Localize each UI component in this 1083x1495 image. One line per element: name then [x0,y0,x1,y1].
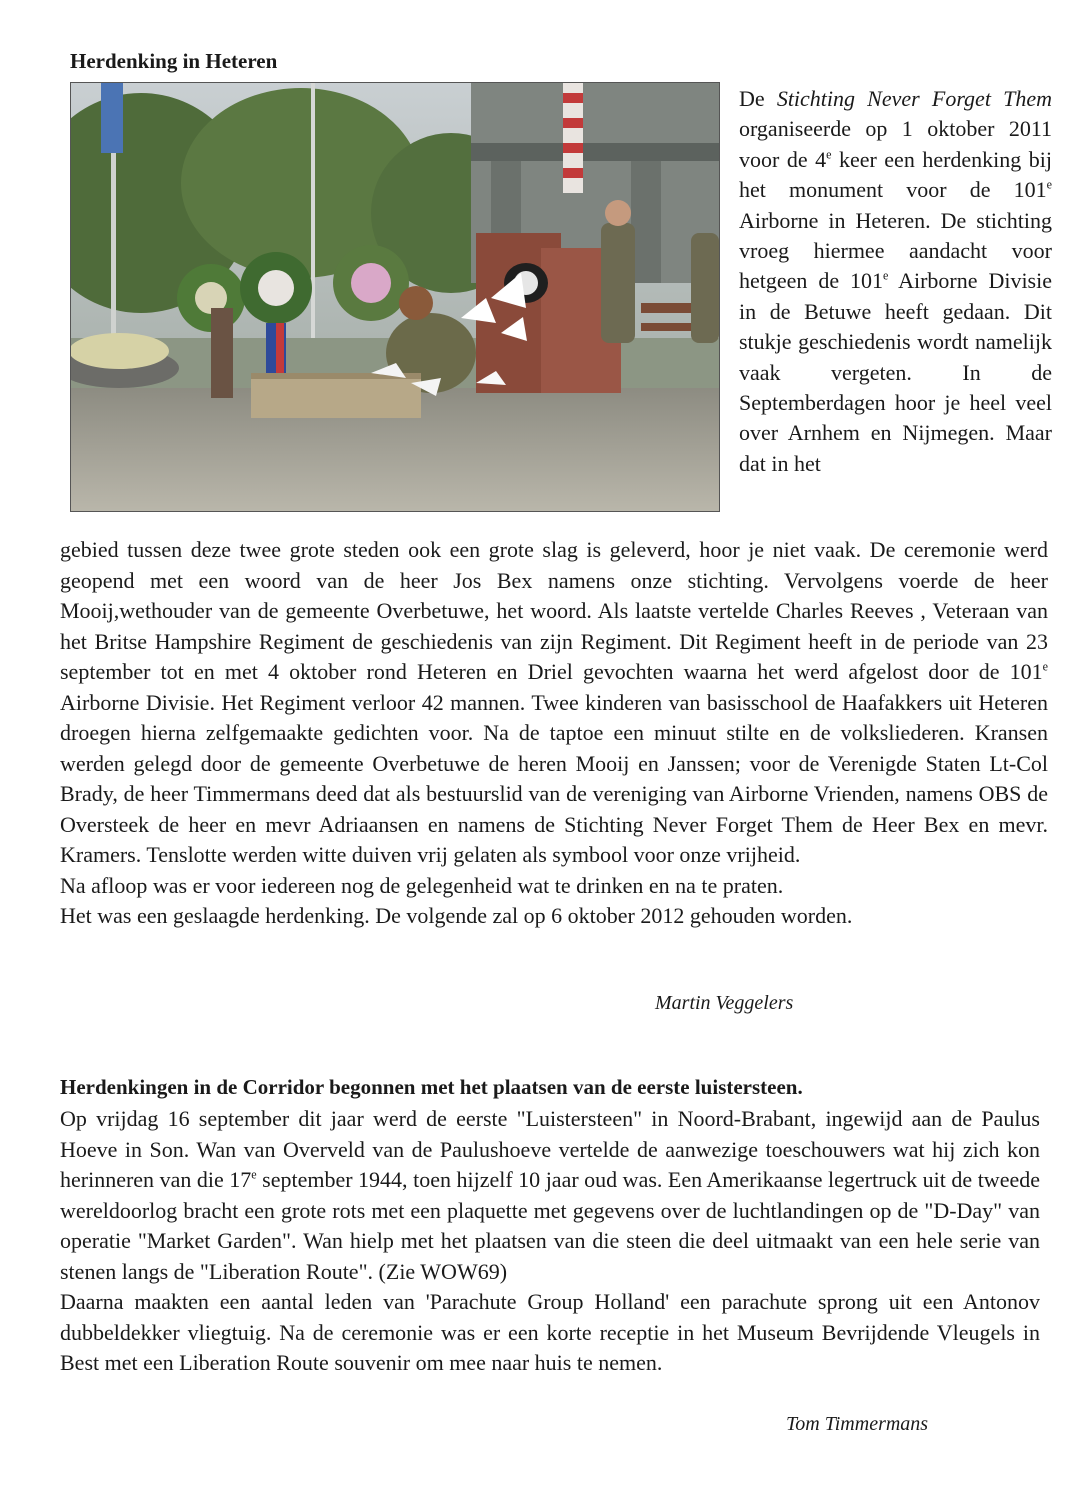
superscript: e [826,147,832,162]
body-text-part: Airborne Divisie. Het Regiment verloor 42 mannen. Twee kinderen van basisschool de Haafakkers uit Heteren droegen hierna zelfgemaakte gedichten voor. Na de taptoe een minuut stilte en de volksliederen. Kransen werden gelegd door de gemeente Overbetuwe de heren Mooij en Janssen; voor de Verenigde Staten Lt-Col Brady, de heer Timmermans deed dat als bestuurslid van de vereniging van Airborne Vrienden, namens OBS de Oversteek de heer en mevr Adriaansen en namens de Stichting Never Forget Them de Heer Bex en mevr. Kramers. Tenslotte werden witte duiven vrij gelaten als symbool voor onze vrijheid. [60,689,1048,867]
ceremony-photo-illustration [71,83,719,511]
side-text-part: organiseerde op 1 oktober 2011 voor de 4 [739,116,1052,172]
superscript: e [883,269,889,284]
side-text-part: Airborne in Heteren. De stichting vroeg hiermee aandacht voor hetgeen de 101 [739,207,1052,294]
body-text-part: gebied tussen deze twee grote steden ook een grote slag is geleverd, hoor je niet vaak. De ceremonie werd geopend met een woord van de heer Jos Bex namens onze stichting. Vervolgens voerde de heer Mooij,wethouder van de gemeente Overbetuwe, het woord. Als laatste vertelde Charles Reeves , Veteraan van het Britse Hampshire Regiment de geschiedenis van zijn Regiment. Dit Regiment heeft in de periode van 23 september tot en met 4 oktober rond Heteren en Driel gevochten waarna het werd afgelost door de 101 [60,537,1048,684]
body-text-part: Op vrijdag 16 september dit jaar werd de eerste "Luistersteen" in Noord-Brabant, ingewijd aan de Paulus Hoeve in Son. Wan van Overveld van de Paulushoeve vertelde de aanwezige toeschouwers wat hij zich kon herinneren van die 17 [60,1106,1040,1192]
body-text-line: Na afloop was er voor iedereen nog de gelegenheid wat te drinken en na te praten. [60,872,784,898]
ceremony-photo [70,82,720,512]
article1-heading: Herdenking in Heteren [70,49,278,73]
article1-body [60,535,1048,932]
body-text-part: september 1944, toen hijzelf 10 jaar oud was. Een Amerikaanse legertruck uit de tweede wereldoorlog bracht een grote rots met een plaquette met gegevens over de luchtlandingen op de "D-Day" van operatie "Market Garden". Wan hielp met het plaatsen van die steen die deel uitmaakt van een hele serie van stenen langs de "Liberation Route". (Zie WOW69) [60,1167,1040,1284]
foundation-name: Stichting Never Forget Them [776,86,1052,111]
body-text-line: Daarna maakten een aantal leden van 'Parachute Group Holland' een parachute sprong uit een Antonov dubbeldekker vliegtuig. Na de ceremonie was er een korte receptie in het Museum Bevrijdende Vleugels in Best met een Liberation Route souvenir om mee naar huis te nemen. [60,1289,1040,1375]
article1-side-text [739,84,1052,479]
superscript: e [1042,659,1048,674]
superscript: e [251,1167,257,1182]
side-text-part: De [739,86,777,111]
side-text-part: Airborne Divisie in de Betuwe heeft gedaan. Dit stukje geschiedenis wordt namelijk vaak vergeten. In de Septemberdagen hoor je heel veel over Arnhem en Nijmegen. Maar dat in het [739,268,1052,476]
body-text-line: Het was een geslaagde herdenking. De volgende zal op 6 oktober 2012 gehouden worden. [60,903,853,928]
article2-heading: Herdenkingen in de Corridor begonnen met het plaatsen van de eerste luistersteen. [60,1075,803,1099]
article2-author: Tom Timmermans [786,1413,929,1435]
superscript: e [1046,177,1052,192]
article2-body [60,1104,1040,1379]
side-text-part: keer een herdenking bij het monument voor de 101 [739,146,1052,203]
article1-author: Martin Veggelers [655,992,794,1014]
